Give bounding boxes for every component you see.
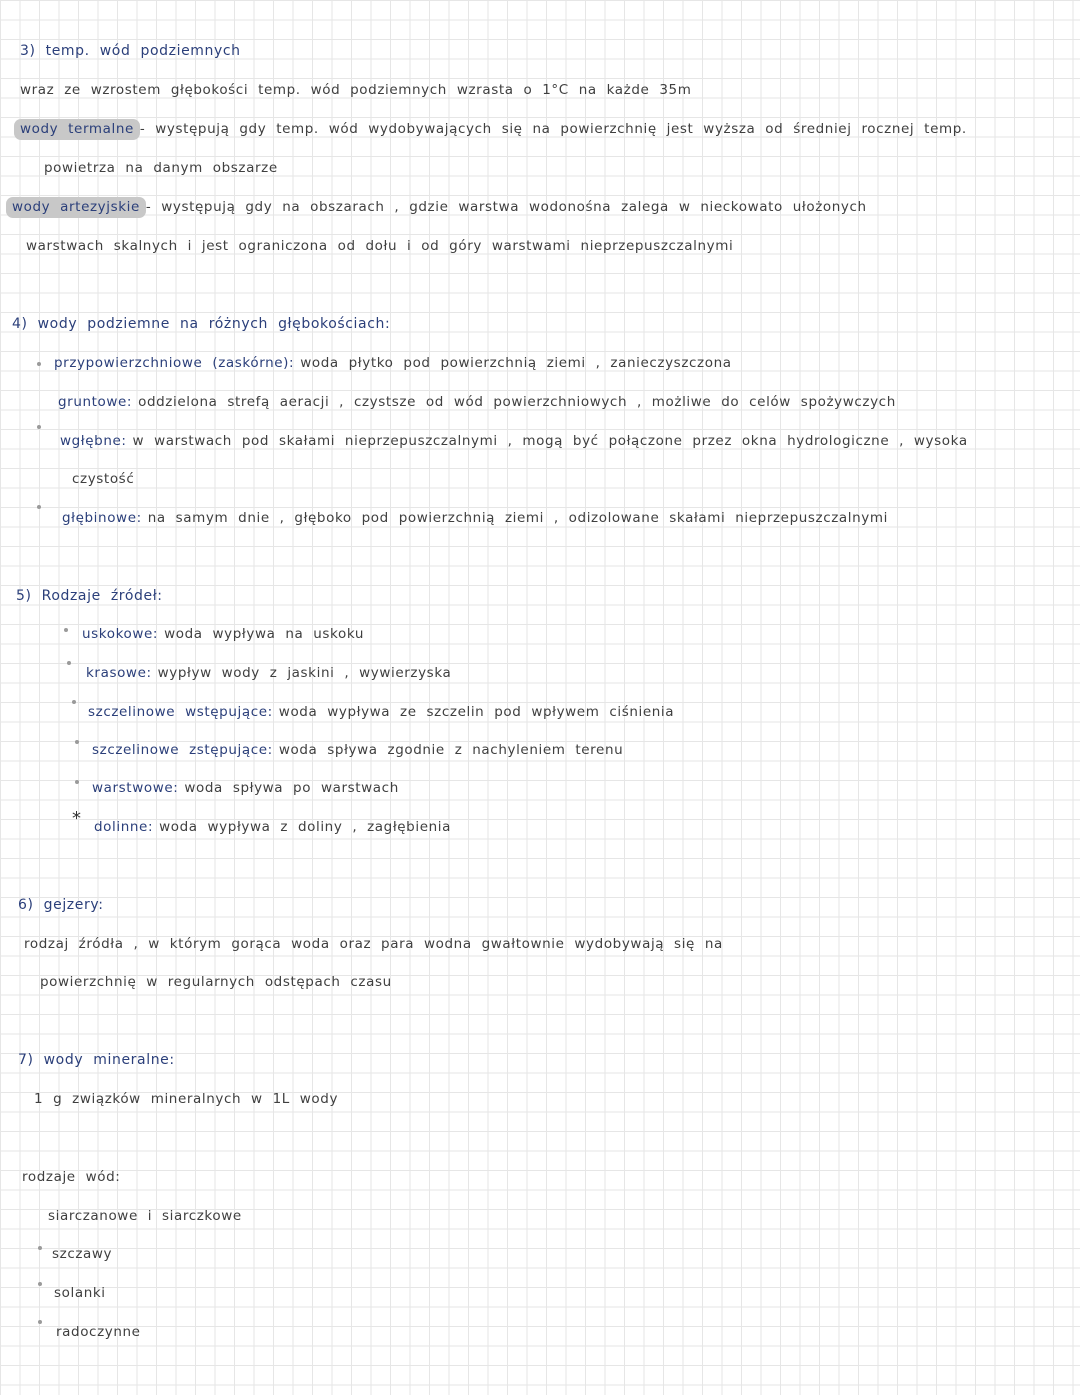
section-4-heading: 4) wody podziemne na różnych głębokościach: <box>12 316 391 332</box>
bullet <box>72 700 76 704</box>
section-5-heading: 5) Rodzaje źródeł: <box>16 588 163 604</box>
list-item <box>92 741 623 759</box>
bullet <box>38 1282 42 1286</box>
item-term: przypowierzchniowe (zaskórne): <box>54 355 295 371</box>
item-text: w warstwach pod skałami nieprzepuszczalnymi , mogą być połączone przez okna hydrologiczne , wysoka <box>132 433 968 449</box>
item-term: szczelinowe zstępujące: <box>92 742 273 758</box>
section-6-heading: 6) gejzery: <box>18 897 104 913</box>
mineral-types-heading: rodzaje wód: <box>22 1169 121 1185</box>
section-7-line-1: 1 g związków mineralnych w 1L wody <box>34 1091 339 1107</box>
list-item-continuation: czystość <box>72 471 135 487</box>
mineral-type-item: solanki <box>54 1285 106 1301</box>
list-item <box>82 625 364 643</box>
list-item <box>94 818 451 836</box>
bullet <box>67 661 71 665</box>
item-text: wypływ wody z jaskini , wywierzyska <box>157 665 452 681</box>
bullet <box>38 1246 42 1250</box>
item-term: szczelinowe wstępujące: <box>88 704 273 720</box>
artesian-waters-term: wody artezyjskie <box>6 197 146 218</box>
item-text: woda wypływa z doliny , zagłębienia <box>159 819 451 835</box>
item-term: dolinne: <box>94 819 154 835</box>
section-3-line-1: wraz ze wzrostem głębokości temp. wód podziemnych wzrasta o 1°C na każde 35m <box>20 82 692 98</box>
list-item <box>62 509 888 527</box>
item-term: warstwowe: <box>92 780 179 796</box>
star-icon: * <box>72 808 81 829</box>
section-7-heading: 7) wody mineralne: <box>18 1052 175 1068</box>
artesian-waters-text-2: warstwach skalnych i jest ograniczona od dołu i od góry warstwami nieprzepuszczalnymi <box>26 238 734 254</box>
item-term: głębinowe: <box>62 510 142 526</box>
thermal-waters-text-1: - występują gdy temp. wód wydobywających się na powierzchnię jest wyższa od średniej rocznej temp. <box>139 121 967 137</box>
thermal-waters-term: wody termalne <box>14 119 140 140</box>
section-6-line-1: rodzaj źródła , w którym gorąca woda oraz para wodna gwałtownie wydobywają się na <box>24 936 723 952</box>
bullet <box>37 505 41 509</box>
mineral-type-item: siarczanowe i siarczkowe <box>48 1208 242 1224</box>
item-term: krasowe: <box>86 665 152 681</box>
list-item <box>54 354 732 372</box>
thermal-waters-text-2: powietrza na danym obszarze <box>44 160 278 176</box>
list-item <box>58 393 896 411</box>
artesian-waters-text-1: - występują gdy na obszarach , gdzie warstwa wodonośna zalega w nieckowato ułożonych <box>145 199 867 215</box>
item-term: uskokowe: <box>82 626 159 642</box>
mineral-type-item: szczawy <box>52 1246 113 1262</box>
item-text: woda płytko pod powierzchnią ziemi , zanieczyszczona <box>300 355 732 371</box>
section-6-line-2: powierzchnię w regularnych odstępach czasu <box>40 974 392 990</box>
item-text: oddzielona strefą aeracji , czystsze od wód powierzchniowych , możliwe do celów spożywczych <box>138 394 896 410</box>
mineral-type-item: radoczynne <box>56 1324 141 1340</box>
item-text: na samym dnie , głęboko pod powierzchnią ziemi , odizolowane skałami nieprzepuszczalnymi <box>147 510 888 526</box>
bullet <box>37 362 41 366</box>
list-item <box>86 664 451 682</box>
thermal-waters-line <box>20 120 967 138</box>
list-item <box>60 432 968 450</box>
item-text: woda spływa zgodnie z nachyleniem terenu <box>278 742 624 758</box>
bullet <box>75 780 79 784</box>
list-item <box>92 779 399 797</box>
bullet <box>64 628 68 632</box>
bullet <box>75 740 79 744</box>
item-text: woda spływa po warstwach <box>184 780 399 796</box>
artesian-waters-line <box>12 198 867 216</box>
item-term: wgłębne: <box>60 433 127 449</box>
bullet <box>37 425 41 429</box>
item-text: woda wypływa ze szczelin pod wpływem ciśnienia <box>278 704 675 720</box>
list-item <box>88 703 674 721</box>
item-term: gruntowe: <box>58 394 133 410</box>
item-text: woda wypływa na uskoku <box>164 626 365 642</box>
bullet <box>38 1320 42 1324</box>
section-3-heading: 3) temp. wód podziemnych <box>20 43 241 59</box>
